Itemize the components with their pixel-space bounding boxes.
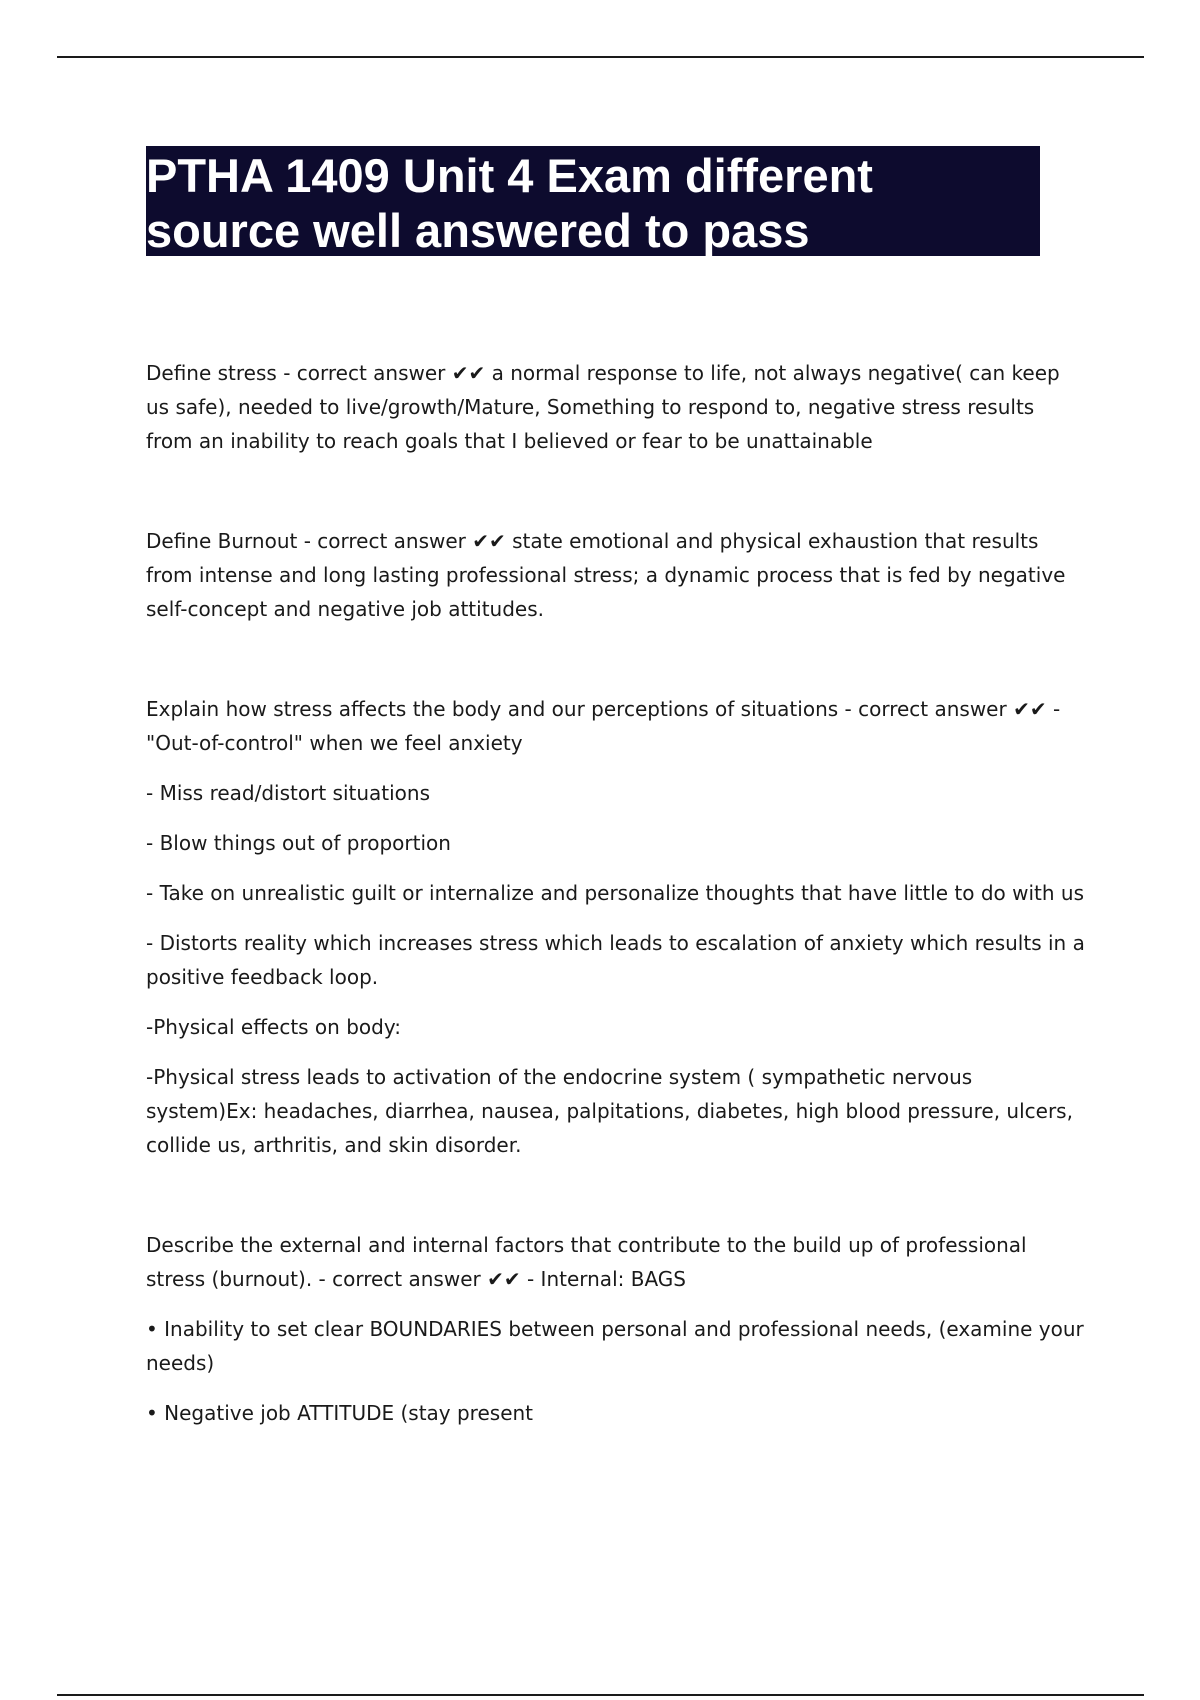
title-line-1: PTHA 1409 Unit 4 Exam different — [146, 149, 873, 202]
qa-sub-point: -Physical effects on body: — [146, 1015, 401, 1039]
document-title — [146, 148, 1040, 258]
qa-sub-point: - Distorts reality which increases stress which leads to escalation of anxiety which results in a positive feedback loop. — [146, 931, 1085, 989]
qa-text: Explain how stress affects the body and our perceptions of situations - correct answer ✔✔ - "Out-of-control" when we feel anxiety — [146, 697, 1061, 755]
qa-text: Define stress - correct answer ✔✔ a normal response to life, not always negative( can keep us safe), needed to live/growth/Mature, Something to respond to, negative stress results from an inability to reach goals that I believed or fear to be unattainable — [146, 361, 1060, 453]
title-line-2: source well answered to pass — [146, 204, 810, 257]
qa-item-burnout — [146, 524, 1086, 626]
document-title-block — [146, 146, 1040, 256]
bottom-rule — [57, 1694, 1144, 1696]
qa-sub-point: - Miss read/distort situations — [146, 781, 431, 805]
qa-text: Describe the external and internal factors that contribute to the build up of professional stress (burnout). - correct answer ✔✔ - Internal: BAGS — [146, 1233, 1027, 1291]
document-body — [146, 356, 1086, 1446]
qa-text: Define Burnout - correct answer ✔✔ state emotional and physical exhaustion that results from intense and long lasting professional stress; a dynamic process that is fed by negative self-concept and negative job attitudes. — [146, 529, 1066, 621]
qa-sub-point: - Take on unrealistic guilt or internalize and personalize thoughts that have little to do with us — [146, 881, 1084, 905]
qa-item-stress-effects — [146, 692, 1086, 1162]
qa-sub-point: -Physical stress leads to activation of the endocrine system ( sympathetic nervous system)Ex: headaches, diarrhea, nausea, palpitations, diabetes, high blood pressure, ulcers, collide us, arthritis, and skin disorder. — [146, 1065, 1073, 1157]
qa-item-burnout-factors — [146, 1228, 1086, 1430]
qa-sub-point: - Blow things out of proportion — [146, 831, 451, 855]
qa-sub-point: • Negative job ATTITUDE (stay present — [146, 1401, 534, 1425]
qa-item-stress — [146, 356, 1086, 458]
top-rule — [57, 56, 1144, 58]
qa-sub-point: • Inability to set clear BOUNDARIES between personal and professional needs, (examine your needs) — [146, 1317, 1084, 1375]
